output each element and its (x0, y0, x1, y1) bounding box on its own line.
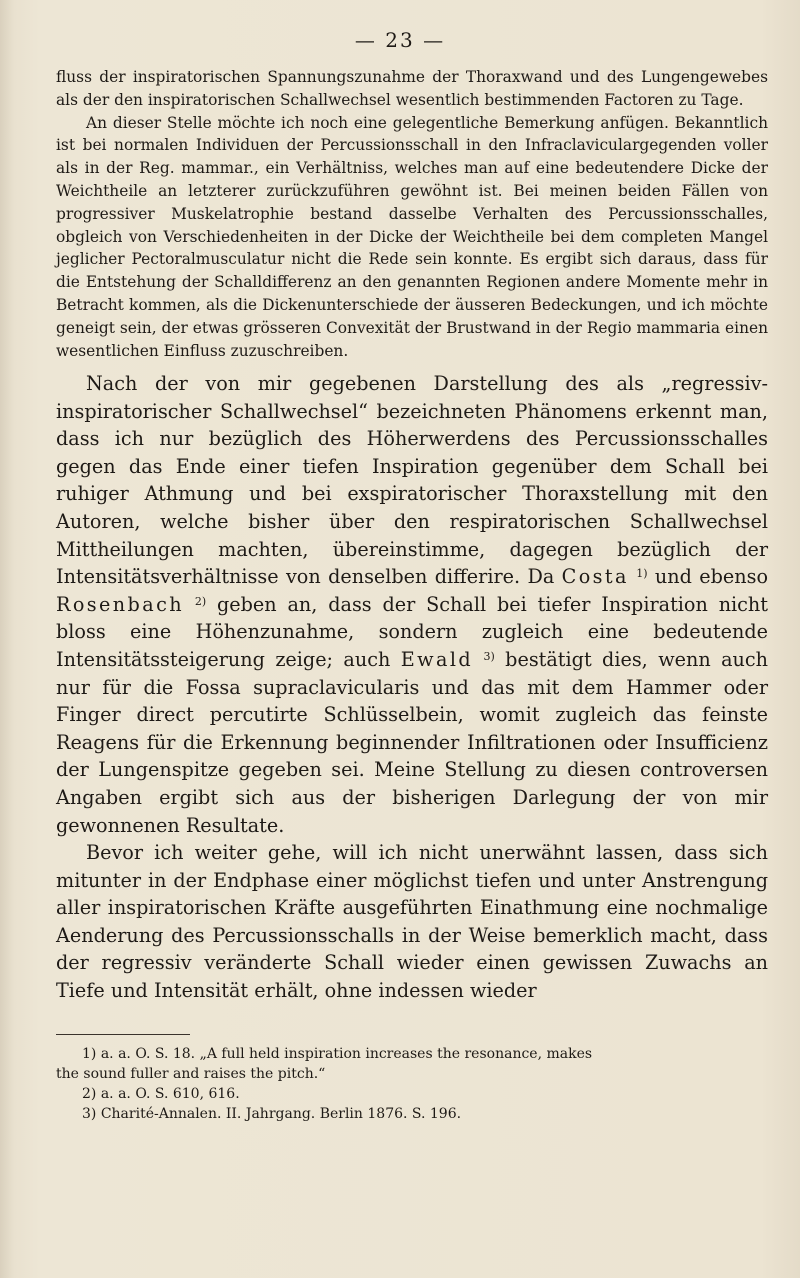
author-ewald: Ewald (400, 647, 474, 671)
footnote-1-continued: the sound fuller and raises the pitch.“ (56, 1066, 326, 1082)
footnote-ref-1: 1) (636, 567, 648, 581)
page-number: — 23 — (354, 28, 446, 52)
footnote-divider (56, 1034, 190, 1035)
main-paragraph-1: Nach der von mir gegebenen Darstellung des als „regressiv-inspiratorischer Schallwechsel“ bezeichneten Phänomens erkennt man, dass ich nur bezüglich des Höherwerdens des Percussionsschalles gegen das Ende einer tiefen Inspiration gegenüber dem Schall bei ruhiger Athmung und bei exspiratorischer Thoraxstellung mit den Autoren, welche bisher über den respiratorischen Schallwechsel Mittheilungen machten, übereinstimme, dagegen bezüglich der Intensitätsverhältnisse von denselben differire. Da Costa $^{1)}$ und ebenso Rosenbach $^{2)}$ geben an, dass der Schall bei tiefer Inspiration nicht bloss eine Höhenzunahme, sondern zugleich eine bedeutende Intensitätssteigerung zeige; auch Ewald $^{3)}$ bestätigt dies, wenn auch nur für die Fossa supraclavicularis und das mit dem Hammer oder Finger direct percutirte Schlüsselbein, womit zugleich das feinste Reagens für die Erkennung beginnender Infiltrationen oder Insufficienz der Lungenspitze gegeben sei. Meine Stellung zu diesen controversen Angaben ergibt sich aus der bisherigen Darlegung der von mir gewonnenen Resultate. (56, 372, 768, 837)
footnote-3: 3) Charité-Annalen. II. Jahrgang. Berlin 1876. S. 196. (82, 1106, 462, 1122)
footnote-ref-3: 3) (483, 649, 495, 663)
small-paragraph-2: An dieser Stelle möchte ich noch eine gelegentliche Bemerkung anfügen. Bekanntlich ist bei normalen Individuen der Percussionsschall in den Infraclaviculargegenden voller als in der Reg. mammar., ein Verhältniss, welches man auf eine bedeutendere Dicke der Weichtheile an letzterer zurückzuführen gewöhnt ist. Bei meinen beiden Fällen von progressiver Muskelatrophie bestand dasselbe Verhalten des Percussionsschalles, obgleich von Verschiedenheiten in der Dicke der Weichtheile bei dem completen Mangel jeglicher Pectoralmusculatur nicht die Rede sein konnte. Es ergibt sich daraus, dass für die Entstehung der Schalldifferenz an den genannten Regionen andere Momente mehr in Betracht kommen, als die Dickenunterschiede der äusseren Bedeckungen, und ich möchte geneigt sein, der etwas grösseren Convexität der Brustwand in der Regio mammaria einen wesentlichen Einfluss zuzuschreiben. (56, 113, 768, 360)
main-text-section (56, 370, 768, 1005)
footnote-1: 1) a. a. O. S. 18. „A full held inspiration increases the resonance, makes (82, 1046, 593, 1062)
footnote-2: 2) a. a. O. S. 610, 616. (82, 1086, 240, 1102)
footnotes (56, 1044, 768, 1124)
main-paragraph-2: Bevor ich weiter gehe, will ich nicht unerwähnt lassen, dass sich mitunter in der Endphase einer möglichst tiefen und unter Anstrengung aller inspiratorischen Kräfte ausgeführten Einathmung eine nochmalige Aenderung des Percussionsschalls in der Weise bemerklich macht, dass der regressiv veränderte Schall wieder einen gewissen Zuwachs an Tiefe und Intensität erhält, ohne indessen wieder (56, 841, 768, 1003)
author-rosenbach: Rosenbach (56, 592, 184, 616)
small-print-section (56, 66, 768, 362)
small-paragraph-1: fluss der inspiratorischen Spannungszunahme der Thoraxwand und des Lungengewebes als der den inspiratorischen Schallwechsel wesentlich bestimmenden Factoren zu Tage. (56, 68, 768, 109)
author-costa: Costa (561, 565, 629, 589)
footnote-ref-2: 2) (194, 594, 207, 608)
